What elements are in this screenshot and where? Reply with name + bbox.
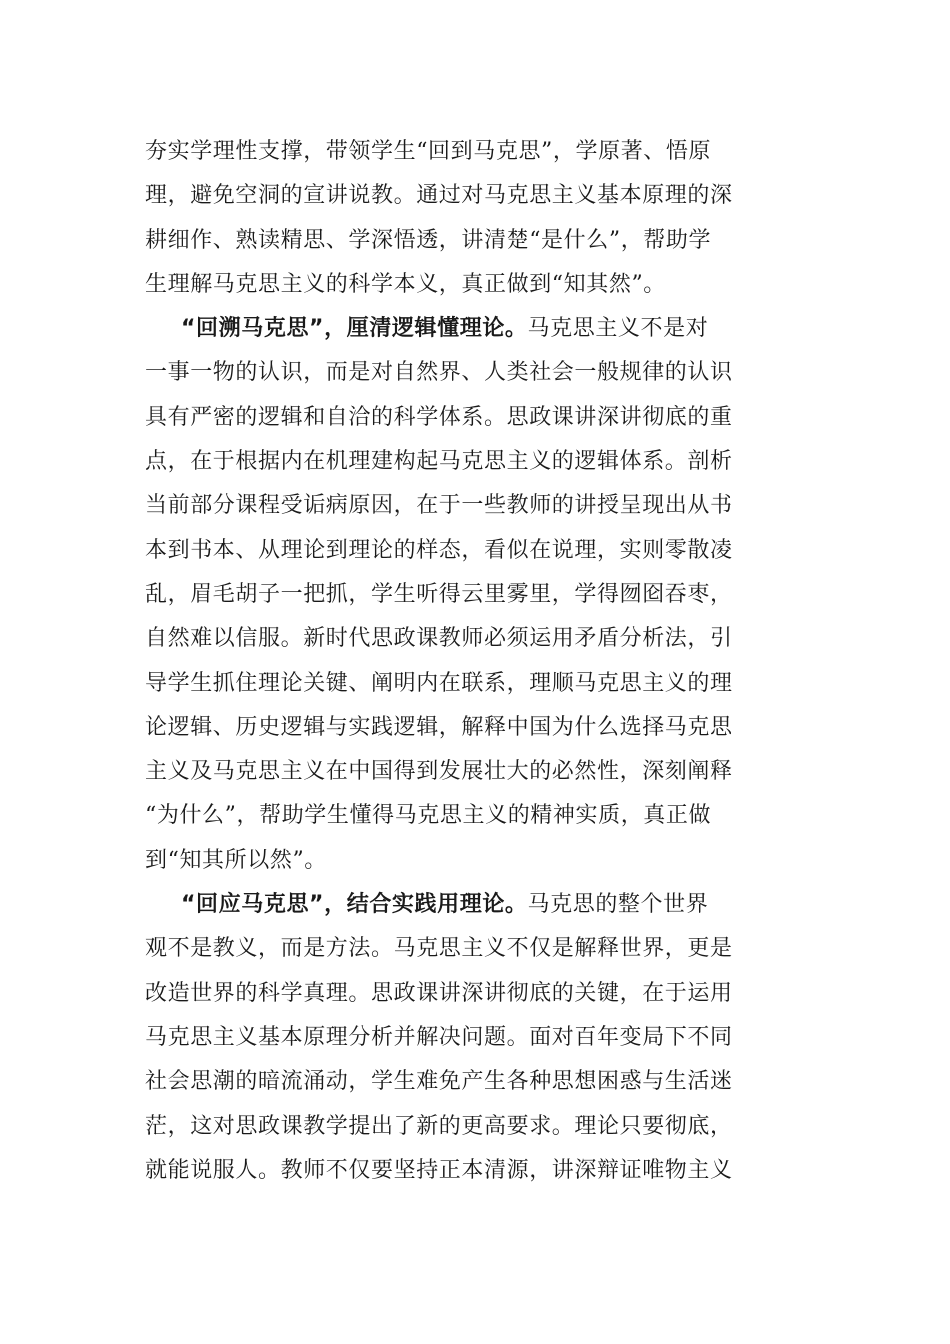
text-line: 就能说服人。教师不仅要坚持正本清源，讲深辩证唯物主义 xyxy=(145,1157,733,1183)
text-line: 茫，这对思政课教学提出了新的更高要求。理论只要彻底， xyxy=(145,1113,733,1139)
text-line: 一事一物的认识，而是对自然界、人类社会一般规律的认识 xyxy=(145,360,733,386)
section-heading: “回溯马克思”，厘清逻辑懂理论。 xyxy=(181,316,528,342)
text-line: 夯实学理性支撑，带领学生“回到马克思”，学原著、悟原 xyxy=(145,139,712,164)
body-text xyxy=(145,130,815,1193)
text-line xyxy=(145,883,815,927)
text-line: 理，避免空洞的宣讲说教。通过对马克思主义基本原理的深 xyxy=(145,183,733,209)
text-line: 改造世界的科学真理。思政课讲深讲彻底的关键，在于运用 xyxy=(145,980,733,1006)
text-line: 当前部分课程受诟病原因，在于一些教师的讲授呈现出从书 xyxy=(145,493,733,519)
text-line: 到“知其所以然”。 xyxy=(145,847,327,873)
text-line: 生理解马克思主义的科学本义，真正做到“知其然”。 xyxy=(145,271,666,297)
text-line: 具有严密的逻辑和自洽的科学体系。思政课讲深讲彻底的重 xyxy=(145,404,733,430)
text-run: 马克思主义不是对 xyxy=(527,316,709,342)
text-line: 观不是教义，而是方法。马克思主义不仅是解释世界，更是 xyxy=(145,936,733,962)
text-run: 马克思的整个世界 xyxy=(527,892,709,918)
text-line: 社会思潮的暗流涌动，学生难免产生各种思想困惑与生活迷 xyxy=(145,1069,733,1095)
paragraph-2 xyxy=(145,307,815,883)
paragraph-1 xyxy=(145,130,815,307)
text-line: 本到书本、从理论到理论的样态，看似在说理，实则零散凌 xyxy=(145,537,733,563)
text-line: 论逻辑、历史逻辑与实践逻辑，解释中国为什么选择马克思 xyxy=(145,714,733,740)
text-line: 点，在于根据内在机理建构起马克思主义的逻辑体系。剖析 xyxy=(145,449,733,475)
paragraph-3 xyxy=(145,883,815,1193)
text-line: 导学生抓住理论关键、阐明内在联系，理顺马克思主义的理 xyxy=(145,670,733,696)
text-line: “为什么”，帮助学生懂得马克思主义的精神实质，真正做 xyxy=(145,803,712,829)
text-line xyxy=(145,307,815,351)
section-heading: “回应马克思”，结合实践用理论。 xyxy=(181,892,528,918)
text-line: 马克思主义基本原理分析并解决问题。面对百年变局下不同 xyxy=(145,1024,733,1050)
text-line: 耕细作、熟读精思、学深悟透，讲清楚“是什么”，帮助学 xyxy=(145,227,712,253)
text-line: 自然难以信服。新时代思政课教师必须运用矛盾分析法，引 xyxy=(145,626,733,652)
text-line: 主义及马克思主义在中国得到发展壮大的必然性，深刻阐释 xyxy=(145,759,733,785)
text-line: 乱，眉毛胡子一把抓，学生听得云里雾里，学得囫囵吞枣， xyxy=(145,581,733,607)
